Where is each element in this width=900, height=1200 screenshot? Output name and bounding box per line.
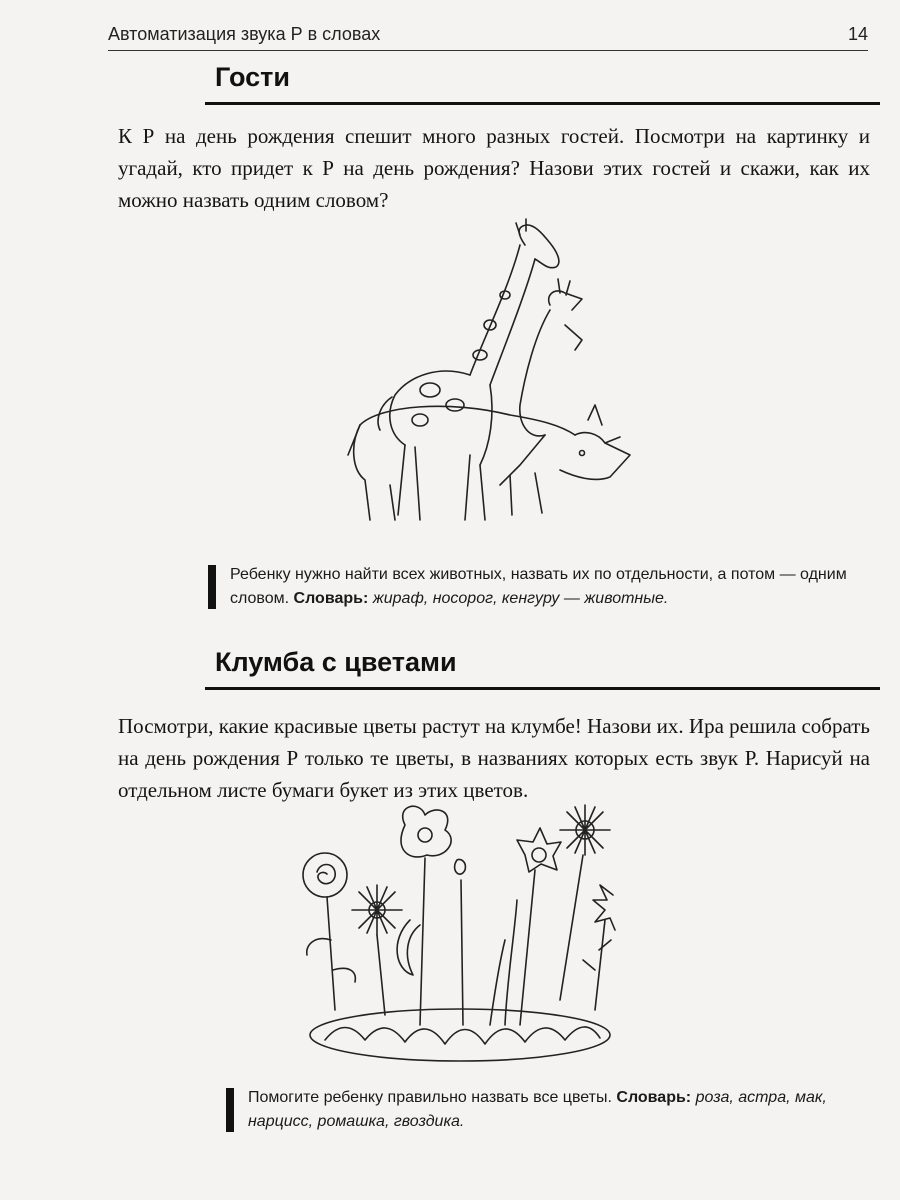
task-text-guests: К Р на день рождения спешит много разных гостей. Посмотри на картинку и угадай, кто придет к Р на день рождения? Назови этих гостей и скажи, как их можно назвать одним словом?: [118, 124, 870, 212]
note-vocab: роза, астра, мак, нарцисс, ромашка, гвоздика.: [248, 1089, 827, 1130]
section-title-flowerbed: Клумба с цветами: [215, 647, 457, 677]
carnation-drawing: [583, 885, 615, 1010]
bud-drawing: [455, 859, 466, 1025]
note-vocab-label: Словарь:: [293, 590, 369, 607]
page-number: 14: [847, 24, 868, 44]
rose-drawing: [303, 853, 355, 1010]
note-marker-bar: [226, 1088, 234, 1132]
note-flowerbed: [226, 1086, 888, 1134]
note-vocab-label: Словарь:: [616, 1089, 692, 1106]
note-text: Помогите ребенку правильно назвать все цветы.: [248, 1089, 612, 1106]
kangaroo-drawing: [500, 279, 582, 485]
poppy-drawing: [397, 806, 451, 1025]
giraffe-drawing: [378, 219, 559, 520]
running-header: [108, 22, 868, 51]
note-guests: [208, 563, 870, 611]
flowerbed-illustration: [295, 800, 625, 1075]
chamomile-drawing: [560, 805, 610, 1000]
narcissus-drawing: [490, 828, 561, 1025]
section-heading-guests: [205, 60, 880, 105]
note-vocab: жираф, носорог, кенгуру — животные.: [372, 590, 669, 607]
animals-illustration: [320, 215, 650, 535]
section-heading-flowerbed: [205, 645, 880, 690]
running-title: Автоматизация звука Р в словах: [108, 24, 381, 44]
aster-drawing: [352, 885, 402, 1015]
section-title-guests: Гости: [215, 62, 290, 92]
task-text-flowerbed: Посмотри, какие красивые цветы растут на клумбе! Назови их. Ира решила собрать на день рождения Р только те цветы, в названиях которых есть звук Р. Нарисуй на отдельном листе бумаги букет из этих цветов.: [118, 714, 870, 802]
note-text: Ребенку нужно найти всех животных, назвать их по отдельности, а потом — одним словом.: [230, 566, 847, 607]
note-marker-bar: [208, 565, 216, 609]
flowerbed-outline: [310, 1009, 610, 1061]
